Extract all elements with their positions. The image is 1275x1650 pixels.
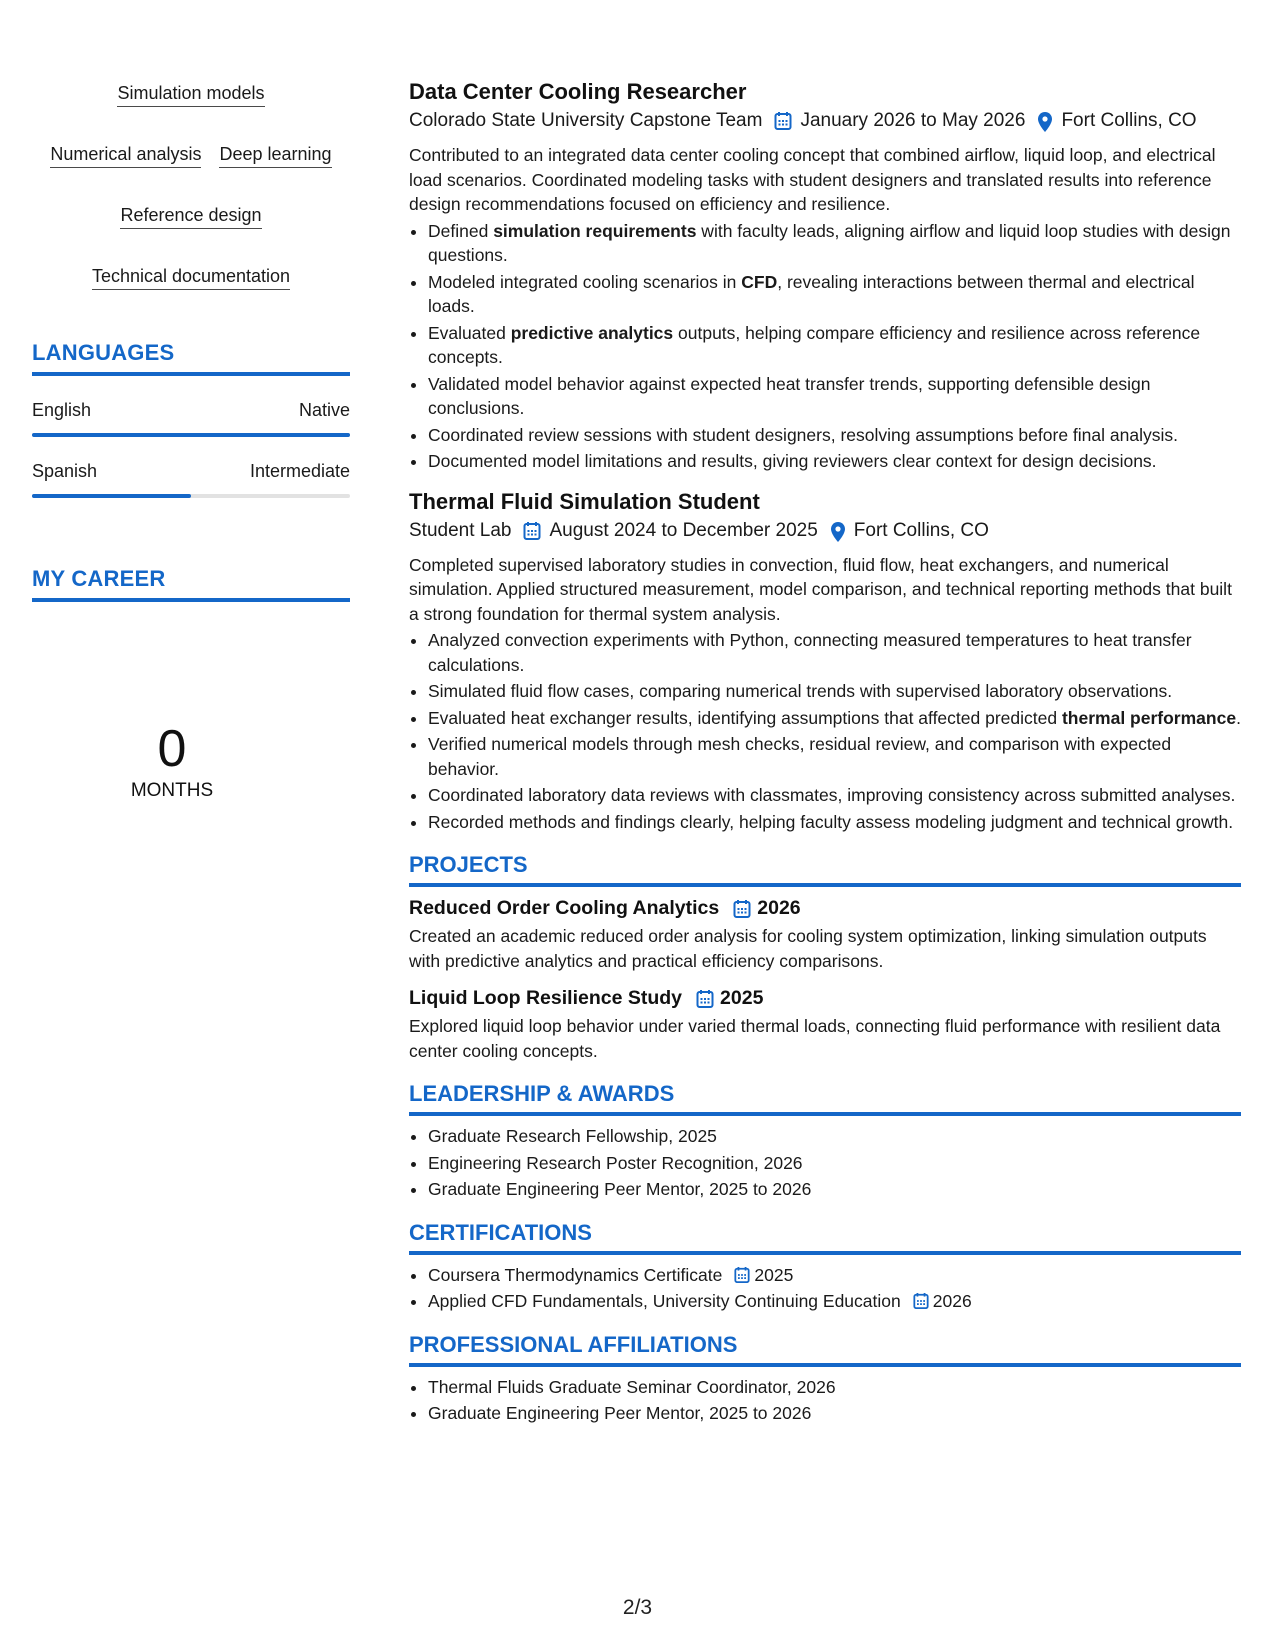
- certification-name: • Applied CFD Fundamentals, University Continuing Education: [428, 1291, 901, 1311]
- language-level: Native: [298, 400, 350, 420]
- bullet-keyword: predictive analytics: [510, 322, 674, 343]
- list-item: • Thermal Fluids Graduate Seminar Coordinator, 2026: [428, 1375, 1241, 1400]
- bullet-keyword: thermal performance: [1061, 707, 1237, 728]
- language-proficiency-bar: [32, 433, 350, 437]
- language-item: [32, 461, 350, 498]
- list-item: [428, 810, 1241, 835]
- calendar-icon: [734, 1266, 750, 1284]
- job-title: Thermal Fluid Simulation Student: [409, 488, 760, 514]
- leadership-list: [409, 1124, 1241, 1202]
- bullet-text: Evaluated heat exchanger results, identifying assumptions that affected predicted: [428, 707, 1062, 728]
- list-item: [428, 628, 1241, 677]
- languages-heading: LANGUAGES: [32, 340, 350, 376]
- language-name: Spanish: [32, 461, 98, 481]
- experience-entry: [409, 78, 1241, 474]
- skill-tag: Deep learning: [219, 143, 331, 168]
- page-number: 2/3: [622, 1596, 653, 1619]
- job-summary: Contributed to an integrated data center cooling concept that combined airflow, liquid loop, and electrical load scenarios. Coordinated modeling tasks with student designers and translated results into reference design recommendations focused on efficiency and resilience.: [409, 145, 1216, 214]
- career-counter: [32, 722, 312, 802]
- list-item: [428, 423, 1241, 448]
- bullet-text: Evaluated: [428, 322, 511, 343]
- bullet-text: Verified numerical models through mesh checks, residual review, and comparison with expected behavior.: [428, 734, 1172, 779]
- bullet-text: Analyzed convection experiments with Python, connecting measured temperatures to heat transfer calculations.: [428, 630, 1192, 675]
- job-dates: August 2024 to December 2025: [549, 519, 818, 541]
- job-summary: Completed supervised laboratory studies in convection, fluid flow, heat exchangers, and numerical simulation. Applied structured measurement, model comparison, and technical reporting methods that built a strong foundation for thermal system analysis.: [409, 554, 1232, 624]
- project-entry: [409, 897, 1241, 973]
- skill-tag: Numerical analysis: [50, 143, 201, 168]
- career-heading: MY CAREER: [32, 566, 350, 602]
- calendar-icon: [913, 1292, 929, 1310]
- bullet-text: with faculty leads, aligning airflow and liquid loop studies with design questions.: [428, 220, 1231, 265]
- bullet-text: Simulated fluid flow cases, comparing numerical trends with supervised laboratory observations.: [428, 681, 1173, 701]
- bullet-text: Documented model limitations and results, giving reviewers clear context for design decisions.: [428, 451, 1157, 471]
- job-organization: Colorado State University Capstone Team: [409, 110, 763, 131]
- project-year: 2025: [720, 987, 764, 1009]
- bullet-text: , revealing interactions between thermal and electrical loads.: [428, 271, 1195, 316]
- calendar-icon: [733, 899, 751, 919]
- list-item: • Graduate Research Fellowship, 2025: [428, 1124, 1241, 1149]
- projects-heading: PROJECTS: [409, 852, 1241, 887]
- certification-year: 2025: [754, 1264, 794, 1285]
- bullet-text: Recorded methods and findings clearly, helping faculty assess modeling judgment and technical growth.: [428, 811, 1234, 832]
- list-item: • Graduate Engineering Peer Mentor, 2025 to 2026: [428, 1401, 1241, 1426]
- list-item: • Engineering Research Poster Recognition, 2026: [428, 1151, 1241, 1176]
- list-item: [428, 372, 1241, 421]
- bullet-text: Coordinated laboratory data reviews with classmates, improving consistency across submitted analyses.: [428, 785, 1236, 805]
- affiliations-heading: PROFESSIONAL AFFILIATIONS: [409, 1332, 1241, 1367]
- list-item: [428, 321, 1241, 370]
- certifications-heading: CERTIFICATIONS: [409, 1220, 1241, 1255]
- list-item: [428, 679, 1241, 704]
- location-pin-icon: [830, 521, 846, 543]
- skills-list: [32, 82, 350, 290]
- project-year: 2026: [757, 897, 801, 919]
- certification-year: 2026: [932, 1291, 972, 1311]
- bullet-keyword: simulation requirements: [493, 220, 697, 241]
- skill-tag: Reference design: [120, 204, 261, 229]
- language-name: English: [32, 400, 92, 420]
- list-item: [428, 732, 1241, 781]
- project-entry: [409, 987, 1241, 1063]
- job-meta: [409, 109, 1241, 133]
- bullet-text: .: [1236, 707, 1241, 728]
- language-proficiency-bar: [32, 494, 350, 498]
- list-item: [428, 270, 1241, 319]
- job-title: Data Center Cooling Researcher: [409, 79, 747, 104]
- experience-entry: [409, 488, 1241, 835]
- leadership-heading: LEADERSHIP & AWARDS: [409, 1081, 1241, 1116]
- bullet-text: Coordinated review sessions with student designers, resolving assumptions before final analysis.: [428, 424, 1178, 445]
- bullet-text: Defined: [428, 220, 494, 241]
- list-item: • Graduate Engineering Peer Mentor, 2025 to 2026: [428, 1177, 1241, 1202]
- project-description: Created an academic reduced order analysis for cooling system optimization, linking simulation outputs with predictive analytics and practical efficiency comparisons.: [409, 926, 1207, 971]
- job-dates: January 2026 to May 2026: [800, 110, 1026, 131]
- bullet-text: Modeled integrated cooling scenarios in: [428, 271, 742, 292]
- language-proficiency-fill: [32, 433, 350, 437]
- affiliations-list: [409, 1375, 1241, 1426]
- language-item: [32, 400, 350, 437]
- list-item: [428, 706, 1241, 731]
- calendar-icon: [523, 521, 541, 541]
- list-item: [428, 219, 1241, 268]
- left-column: [32, 82, 350, 802]
- calendar-icon: [774, 111, 792, 131]
- career-value: 0: [157, 720, 187, 778]
- bullet-text: Validated model behavior against expected heat transfer trends, supporting defensible design conclusions.: [428, 373, 1151, 418]
- certification-name: • Coursera Thermodynamics Certificate: [428, 1264, 723, 1285]
- skill-tag: Simulation models: [117, 82, 264, 107]
- career-unit: MONTHS: [130, 780, 214, 801]
- bullet-text: outputs, helping compare efficiency and resilience across reference concepts.: [428, 322, 1201, 367]
- job-bullets: [409, 219, 1241, 474]
- calendar-icon: [696, 989, 714, 1009]
- bullet-keyword: CFD: [741, 271, 778, 292]
- list-item: [428, 1263, 1241, 1288]
- list-item: [428, 449, 1241, 474]
- job-location: Fort Collins, CO: [853, 519, 989, 541]
- project-title: Liquid Loop Resilience Study: [409, 987, 683, 1009]
- job-bullets: [409, 628, 1241, 834]
- certifications-list: [409, 1263, 1241, 1314]
- project-title: Reduced Order Cooling Analytics: [409, 897, 720, 919]
- list-item: [428, 783, 1241, 808]
- job-meta: [409, 519, 1241, 543]
- right-column: [409, 78, 1241, 1428]
- location-pin-icon: [1037, 111, 1053, 133]
- job-organization: Student Lab: [409, 519, 512, 541]
- language-level: Intermediate: [249, 461, 350, 481]
- language-proficiency-fill: [32, 494, 191, 498]
- skill-tag: Technical documentation: [92, 265, 290, 290]
- project-description: Explored liquid loop behavior under varied thermal loads, connecting fluid performance with resilient data center cooling concepts.: [409, 1016, 1221, 1061]
- job-location: Fort Collins, CO: [1061, 110, 1197, 131]
- list-item: [428, 1289, 1241, 1314]
